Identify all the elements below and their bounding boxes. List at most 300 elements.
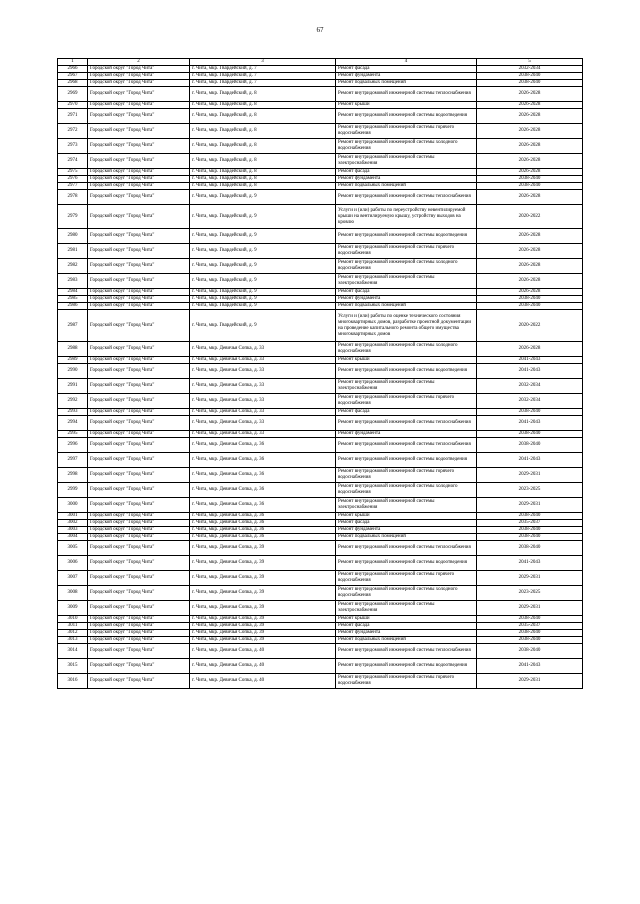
cell-address: г. Чита, мкр. Гвардейский, д. 8 [190,169,336,176]
cell-address: г. Чита, мкр. Гвардейский, д. 8 [190,154,336,169]
cell-row-number: 3014 [58,644,88,659]
cell-municipality: Городской округ "Город Чита" [88,169,190,176]
cell-period: 2026-2028 [477,190,583,205]
cell-row-number: 3007 [58,571,88,586]
table-row [58,190,583,205]
cell-municipality: Городской округ "Город Чита" [88,73,190,80]
cell-period: 2023-2025 [477,483,583,498]
column-header: 5 [477,59,583,66]
cell-row-number: 2969 [58,87,88,102]
cell-address: г. Чита, мкр. Девичья Сопка, д. 33 [190,431,336,438]
cell-address: г. Чита, мкр. Девичья Сопка, д. 33 [190,394,336,409]
cell-work-type: Ремонт внутридомовой инженерной системы холодного водоснабжения [336,586,477,601]
cell-work-type: Ремонт внутридомовой инженерной системы водоотведения [336,364,477,379]
cell-address: г. Чита, мкр. Девичья Сопка, д. 39 [190,630,336,637]
cell-period: 2032-2034 [477,394,583,409]
cell-work-type: Ремонт внутридомовой инженерной системы горячего водоснабжения [336,468,477,483]
cell-municipality: Городской округ "Город Чита" [88,139,190,154]
cell-period: 2041-2043 [477,416,583,431]
cell-row-number: 2982 [58,259,88,274]
cell-municipality: Городской округ "Город Чита" [88,513,190,520]
cell-row-number: 2975 [58,169,88,176]
cell-period: 2026-2028 [477,229,583,244]
cell-address: г. Чита, мкр. Девичья Сопка, д. 39 [190,541,336,556]
cell-address: г. Чита, мкр. Девичья Сопка, д. 33 [190,379,336,394]
cell-address: г. Чита, мкр. Девичья Сопка, д. 33 [190,409,336,416]
cell-row-number: 2976 [58,176,88,183]
table-row [58,244,583,259]
cell-municipality: Городской округ "Город Чита" [88,630,190,637]
table-row [58,183,583,190]
cell-address: г. Чита, мкр. Гвардейский, д. 7 [190,66,336,73]
cell-municipality: Городской округ "Город Чита" [88,176,190,183]
cell-work-type: Ремонт внутридомовой инженерной системы горячего водоснабжения [336,244,477,259]
cell-address: г. Чита, мкр. Девичья Сопка, д. 33 [190,342,336,357]
cell-municipality: Городской округ "Город Чита" [88,394,190,409]
cell-municipality: Городской округ "Город Чита" [88,438,190,453]
cell-period: 2038-2040 [477,409,583,416]
cell-work-type: Ремонт внутридомовой инженерной системы электроснабжения [336,154,477,169]
table-row [58,630,583,637]
cell-row-number: 3015 [58,659,88,674]
cell-period: 2038-2040 [477,431,583,438]
table-row [58,541,583,556]
table-row [58,637,583,644]
cell-address: г. Чита, мкр. Девичья Сопка, д. 36 [190,468,336,483]
cell-period: 2026-2028 [477,124,583,139]
cell-work-type: Ремонт внутридомовой инженерной системы холодного водоснабжения [336,139,477,154]
cell-row-number: 2995 [58,431,88,438]
cell-municipality: Городской округ "Город Чита" [88,342,190,357]
cell-municipality: Городской округ "Город Чита" [88,357,190,364]
table-row [58,274,583,289]
table-row [58,229,583,244]
table-row [58,342,583,357]
cell-period: 2029-2031 [477,674,583,689]
cell-municipality: Городской округ "Город Чита" [88,274,190,289]
table-row [58,513,583,520]
table-row [58,623,583,630]
cell-row-number: 3008 [58,586,88,601]
cell-municipality: Городской округ "Город Чита" [88,534,190,541]
table-row [58,289,583,296]
column-header: 3 [190,59,336,66]
cell-row-number: 2970 [58,102,88,109]
cell-row-number: 2974 [58,154,88,169]
cell-work-type: Ремонт внутридомовой инженерной системы горячего водоснабжения [336,571,477,586]
table-row [58,310,583,342]
cell-municipality: Городской округ "Город Чита" [88,364,190,379]
cell-period: 2038-2040 [477,176,583,183]
cell-municipality: Городской округ "Город Чита" [88,659,190,674]
cell-row-number: 3013 [58,637,88,644]
cell-municipality: Городской округ "Город Чита" [88,303,190,310]
cell-row-number: 2990 [58,364,88,379]
cell-work-type: Ремонт фасада [336,520,477,527]
table-row [58,453,583,468]
cell-row-number: 2989 [58,357,88,364]
cell-period: 2038-2040 [477,534,583,541]
cell-work-type: Ремонт фундамента [336,527,477,534]
cell-row-number: 2986 [58,303,88,310]
cell-address: г. Чита, мкр. Девичья Сопка, д. 40 [190,644,336,659]
table-row [58,169,583,176]
cell-address: г. Чита, мкр. Девичья Сопка, д. 33 [190,416,336,431]
cell-row-number: 2972 [58,124,88,139]
cell-work-type: Ремонт внутридомовой инженерной системы теплоснабжения [336,416,477,431]
cell-row-number: 2971 [58,109,88,124]
table-row [58,80,583,87]
cell-row-number: 3016 [58,674,88,689]
cell-row-number: 3012 [58,630,88,637]
cell-period: 2026-2028 [477,259,583,274]
table-body [58,66,583,689]
cell-municipality: Городской округ "Город Чита" [88,520,190,527]
table-row [58,139,583,154]
cell-work-type: Ремонт внутридомовой инженерной системы холодного водоснабжения [336,483,477,498]
cell-work-type: Ремонт подвальных помещений [336,80,477,87]
cell-row-number: 3000 [58,498,88,513]
cell-work-type: Ремонт подвальных помещений [336,303,477,310]
table-row [58,498,583,513]
cell-address: г. Чита, мкр. Девичья Сопка, д. 39 [190,571,336,586]
table-row [58,527,583,534]
cell-row-number: 2979 [58,205,88,229]
cell-address: г. Чита, мкр. Девичья Сопка, д. 36 [190,483,336,498]
table-row [58,601,583,616]
cell-work-type: Ремонт внутридомовой инженерной системы горячего водоснабжения [336,394,477,409]
cell-work-type: Ремонт внутридомовой инженерной системы водоотведения [336,109,477,124]
cell-municipality: Городской округ "Город Чита" [88,616,190,623]
cell-municipality: Городской округ "Город Чита" [88,498,190,513]
cell-row-number: 2992 [58,394,88,409]
table-row [58,364,583,379]
table-row [58,438,583,453]
cell-work-type: Ремонт внутридомовой инженерной системы холодного водоснабжения [336,342,477,357]
cell-address: г. Чита, мкр. Гвардейский, д. 8 [190,176,336,183]
table-row [58,87,583,102]
cell-work-type: Ремонт внутридомовой инженерной системы холодного водоснабжения [336,259,477,274]
cell-address: г. Чита, мкр. Девичья Сопка, д. 36 [190,520,336,527]
cell-period: 2038-2040 [477,644,583,659]
cell-work-type: Ремонт внутридомовой инженерной системы горячего водоснабжения [336,674,477,689]
cell-work-type: Ремонт фундамента [336,176,477,183]
cell-period: 2029-2031 [477,468,583,483]
cell-work-type: Ремонт внутридомовой инженерной системы теплоснабжения [336,87,477,102]
cell-address: г. Чита, мкр. Девичья Сопка, д. 36 [190,498,336,513]
cell-period: 2038-2040 [477,616,583,623]
cell-period: 2041-2043 [477,659,583,674]
table-row [58,586,583,601]
cell-work-type: Ремонт подвальных помещений [336,534,477,541]
cell-row-number: 2968 [58,80,88,87]
cell-work-type: Ремонт внутридомовой инженерной системы теплоснабжения [336,190,477,205]
cell-municipality: Городской округ "Город Чита" [88,416,190,431]
cell-municipality: Городской округ "Город Чита" [88,66,190,73]
cell-period: 2035-2037 [477,623,583,630]
cell-work-type: Ремонт фасада [336,66,477,73]
cell-municipality: Городской округ "Город Чита" [88,296,190,303]
cell-period: 2026-2028 [477,102,583,109]
cell-period: 2029-2031 [477,498,583,513]
cell-row-number: 3005 [58,541,88,556]
table-row [58,644,583,659]
cell-municipality: Городской округ "Город Чита" [88,601,190,616]
cell-period: 2026-2028 [477,342,583,357]
cell-period: 2032-2034 [477,379,583,394]
table-header-row [58,59,583,66]
cell-work-type: Услуги и (или) работы по оценке технического состояния многоквартирных домов, разработке проектной документации на проведение капитального ремонта общего имущества многоквартирных домов [336,310,477,342]
cell-municipality: Городской округ "Город Чита" [88,644,190,659]
cell-work-type: Ремонт внутридомовой инженерной системы теплоснабжения [336,644,477,659]
column-header: 4 [336,59,477,66]
cell-address: г. Чита, мкр. Гвардейский, д. 8 [190,109,336,124]
cell-address: г. Чита, мкр. Гвардейский, д. 9 [190,274,336,289]
cell-period: 2038-2040 [477,296,583,303]
cell-period: 2026-2028 [477,274,583,289]
cell-address: г. Чита, мкр. Гвардейский, д. 8 [190,183,336,190]
cell-address: г. Чита, мкр. Девичья Сопка, д. 40 [190,659,336,674]
cell-work-type: Ремонт крыши [336,102,477,109]
table-row [58,66,583,73]
cell-municipality: Городской округ "Город Чита" [88,205,190,229]
cell-period: 2020-2022 [477,310,583,342]
cell-row-number: 2994 [58,416,88,431]
cell-period: 2038-2040 [477,527,583,534]
cell-address: г. Чита, мкр. Гвардейский, д. 9 [190,289,336,296]
cell-work-type: Ремонт подвальных помещений [336,183,477,190]
cell-address: г. Чита, мкр. Гвардейский, д. 8 [190,139,336,154]
cell-period: 2032-2034 [477,66,583,73]
cell-municipality: Городской округ "Город Чита" [88,259,190,274]
cell-municipality: Городской округ "Город Чита" [88,431,190,438]
cell-row-number: 3002 [58,520,88,527]
cell-municipality: Городской округ "Город Чита" [88,483,190,498]
cell-row-number: 3003 [58,527,88,534]
cell-period: 2035-2037 [477,520,583,527]
cell-work-type: Ремонт внутридомовой инженерной системы теплоснабжения [336,438,477,453]
cell-work-type: Ремонт крыши [336,616,477,623]
cell-municipality: Городской округ "Город Чита" [88,190,190,205]
cell-municipality: Городской округ "Город Чита" [88,109,190,124]
cell-municipality: Городской округ "Город Чита" [88,87,190,102]
cell-row-number: 2978 [58,190,88,205]
table-row [58,379,583,394]
cell-period: 2041-2043 [477,453,583,468]
cell-address: г. Чита, мкр. Девичья Сопка, д. 39 [190,586,336,601]
table-row [58,296,583,303]
cell-period: 2038-2040 [477,630,583,637]
cell-address: г. Чита, мкр. Гвардейский, д. 8 [190,102,336,109]
cell-work-type: Ремонт внутридомовой инженерной системы водоотведения [336,229,477,244]
cell-municipality: Городской округ "Город Чита" [88,586,190,601]
cell-work-type: Ремонт фасада [336,409,477,416]
cell-period: 2038-2040 [477,637,583,644]
cell-row-number: 2983 [58,274,88,289]
cell-work-type: Ремонт фасада [336,169,477,176]
cell-municipality: Городской округ "Город Чита" [88,310,190,342]
cell-municipality: Городской округ "Город Чита" [88,124,190,139]
cell-row-number: 2967 [58,73,88,80]
cell-address: г. Чита, мкр. Гвардейский, д. 9 [190,310,336,342]
cell-address: г. Чита, мкр. Гвардейский, д. 9 [190,190,336,205]
cell-period: 2038-2040 [477,438,583,453]
table-row [58,357,583,364]
cell-row-number: 2996 [58,438,88,453]
table-row [58,674,583,689]
cell-address: г. Чита, мкр. Девичья Сопка, д. 33 [190,357,336,364]
cell-period: 2038-2040 [477,303,583,310]
cell-period: 2038-2040 [477,80,583,87]
cell-address: г. Чита, мкр. Девичья Сопка, д. 36 [190,438,336,453]
cell-row-number: 2988 [58,342,88,357]
cell-period: 2041-2043 [477,556,583,571]
cell-address: г. Чита, мкр. Гвардейский, д. 7 [190,80,336,87]
cell-address: г. Чита, мкр. Девичья Сопка, д. 36 [190,527,336,534]
cell-address: г. Чита, мкр. Гвардейский, д. 8 [190,87,336,102]
cell-municipality: Городской округ "Город Чита" [88,102,190,109]
cell-row-number: 2999 [58,483,88,498]
cell-municipality: Городской округ "Город Чита" [88,80,190,87]
cell-row-number: 2985 [58,296,88,303]
table-row [58,483,583,498]
cell-municipality: Городской округ "Город Чита" [88,674,190,689]
cell-period: 2026-2028 [477,289,583,296]
cell-row-number: 2993 [58,409,88,416]
cell-row-number: 3011 [58,623,88,630]
table-row [58,409,583,416]
cell-municipality: Городской округ "Город Чита" [88,289,190,296]
cell-work-type: Ремонт внутридомовой инженерной системы горячего водоснабжения [336,124,477,139]
cell-address: г. Чита, мкр. Гвардейский, д. 9 [190,229,336,244]
cell-municipality: Городской округ "Город Чита" [88,154,190,169]
cell-address: г. Чита, мкр. Гвардейский, д. 9 [190,244,336,259]
cell-address: г. Чита, мкр. Гвардейский, д. 9 [190,205,336,229]
table-row [58,102,583,109]
cell-address: г. Чита, мкр. Девичья Сопка, д. 36 [190,534,336,541]
cell-period: 2029-2031 [477,571,583,586]
cell-municipality: Городской округ "Город Чита" [88,527,190,534]
column-header: 2 [88,59,190,66]
cell-address: г. Чита, мкр. Девичья Сопка, д. 39 [190,637,336,644]
cell-address: г. Чита, мкр. Гвардейский, д. 7 [190,73,336,80]
table-row [58,109,583,124]
table-row [58,616,583,623]
table-row [58,176,583,183]
table-row [58,154,583,169]
table-row [58,205,583,229]
cell-row-number: 2991 [58,379,88,394]
cell-address: г. Чита, мкр. Девичья Сопка, д. 39 [190,616,336,623]
cell-address: г. Чита, мкр. Девичья Сопка, д. 39 [190,601,336,616]
cell-work-type: Ремонт фасада [336,289,477,296]
cell-address: г. Чита, мкр. Девичья Сопка, д. 36 [190,513,336,520]
cell-row-number: 2980 [58,229,88,244]
cell-work-type: Ремонт фундамента [336,630,477,637]
cell-work-type: Ремонт подвальных помещений [336,637,477,644]
cell-address: г. Чита, мкр. Девичья Сопка, д. 40 [190,674,336,689]
cell-municipality: Городской округ "Город Чита" [88,183,190,190]
cell-row-number: 2981 [58,244,88,259]
cell-address: г. Чита, мкр. Девичья Сопка, д. 36 [190,453,336,468]
cell-period: 2041-2043 [477,357,583,364]
cell-address: г. Чита, мкр. Гвардейский, д. 9 [190,303,336,310]
cell-work-type: Ремонт внутридомовой инженерной системы электроснабжения [336,498,477,513]
table-row [58,659,583,674]
cell-period: 2026-2028 [477,109,583,124]
cell-address: г. Чита, мкр. Гвардейский, д. 8 [190,124,336,139]
cell-row-number: 3006 [58,556,88,571]
cell-period: 2041-2043 [477,364,583,379]
cell-address: г. Чита, мкр. Гвардейский, д. 9 [190,296,336,303]
cell-row-number: 2984 [58,289,88,296]
table-row [58,556,583,571]
cell-row-number: 3001 [58,513,88,520]
table-row [58,416,583,431]
cell-work-type: Ремонт внутридомовой инженерной системы теплоснабжения [336,541,477,556]
table-row [58,468,583,483]
cell-period: 2029-2031 [477,601,583,616]
cell-municipality: Городской округ "Город Чита" [88,623,190,630]
cell-municipality: Городской округ "Город Чита" [88,244,190,259]
cell-work-type: Ремонт крыши [336,513,477,520]
table-row [58,303,583,310]
table-row [58,520,583,527]
cell-period: 2038-2040 [477,541,583,556]
cell-municipality: Городской округ "Город Чита" [88,556,190,571]
page-number: 67 [316,26,324,34]
cell-work-type: Ремонт фасада [336,623,477,630]
cell-period: 2026-2028 [477,244,583,259]
cell-row-number: 3009 [58,601,88,616]
cell-row-number: 2973 [58,139,88,154]
cell-row-number: 2977 [58,183,88,190]
cell-work-type: Ремонт внутридомовой инженерной системы электроснабжения [336,274,477,289]
cell-municipality: Городской округ "Город Чита" [88,468,190,483]
cell-work-type: Ремонт внутридомовой инженерной системы электроснабжения [336,601,477,616]
cell-address: г. Чита, мкр. Девичья Сопка, д. 39 [190,556,336,571]
cell-period: 2023-2025 [477,586,583,601]
cell-work-type: Ремонт внутридомовой инженерной системы водоотведения [336,556,477,571]
table-row [58,571,583,586]
cell-row-number: 2966 [58,66,88,73]
cell-address: г. Чита, мкр. Девичья Сопка, д. 33 [190,364,336,379]
table-row [58,431,583,438]
cell-row-number: 2998 [58,468,88,483]
repair-schedule-table [57,58,583,689]
cell-municipality: Городской округ "Город Чита" [88,453,190,468]
cell-work-type: Услуги и (или) работы по переустройству невентилируемой крыши на вентилируемую крышу, устройству выходов на кровлю [336,205,477,229]
cell-municipality: Городской округ "Город Чита" [88,379,190,394]
cell-period: 2038-2040 [477,513,583,520]
cell-period: 2038-2040 [477,73,583,80]
cell-row-number: 2997 [58,453,88,468]
cell-work-type: Ремонт фундамента [336,431,477,438]
cell-work-type: Ремонт фундамента [336,73,477,80]
column-header: 1 [58,59,88,66]
cell-period: 2026-2028 [477,139,583,154]
cell-municipality: Городской округ "Город Чита" [88,541,190,556]
cell-municipality: Городской округ "Город Чита" [88,571,190,586]
cell-municipality: Городской округ "Город Чита" [88,409,190,416]
table-row [58,534,583,541]
cell-row-number: 3010 [58,616,88,623]
cell-period: 2026-2028 [477,87,583,102]
table-row [58,259,583,274]
cell-period: 2026-2028 [477,169,583,176]
cell-work-type: Ремонт внутридомовой инженерной системы электроснабжения [336,379,477,394]
cell-row-number: 3004 [58,534,88,541]
